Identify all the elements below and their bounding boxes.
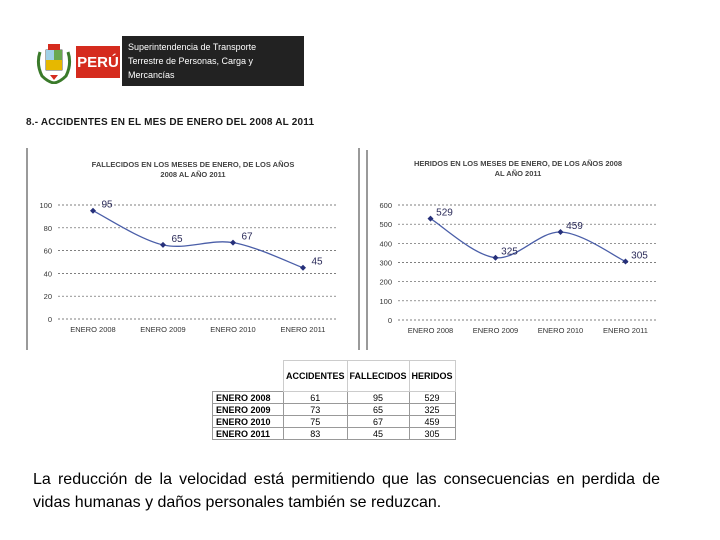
fallecidos-chart-panel	[26, 148, 360, 350]
heridos-data-label: 325	[501, 246, 518, 258]
fallecidos-data-label: 45	[311, 256, 323, 268]
fallecidos-data-label: 65	[171, 233, 183, 245]
heridos-data-point	[558, 229, 564, 235]
table-row	[213, 428, 456, 440]
body-paragraph: La reducción de la velocidad está permitiendo que las consecuencias en perdida de vidas humanas y daños personales también se reduzcan.	[33, 471, 660, 511]
heridos-chart-title-line-2: AL AÑO 2011	[494, 169, 542, 178]
col-fallecidos: FALLECIDOS	[347, 361, 409, 392]
accidentes-cell: 73	[284, 404, 348, 416]
heridos-y-tick-label: 500	[379, 220, 392, 230]
fallecidos-chart-title-line-1: FALLECIDOS EN LOS MESES DE ENERO, DE LOS AÑOS	[91, 160, 295, 169]
fallecidos-cell: 67	[347, 416, 409, 428]
heridos-data-label: 305	[631, 250, 648, 262]
coat-of-arms-icon	[34, 42, 74, 84]
fallecidos-x-tick-label: ENERO 2009	[140, 325, 186, 334]
fallecidos-cell: 95	[347, 392, 409, 404]
logo-block	[30, 40, 120, 86]
heridos-y-tick-label: 600	[379, 201, 392, 210]
heridos-cell: 529	[409, 392, 455, 404]
summary-table	[212, 360, 456, 440]
heridos-data-point	[623, 259, 629, 265]
heridos-data-point	[493, 255, 499, 261]
table-row	[213, 392, 456, 404]
fallecidos-y-tick-label: 40	[43, 269, 52, 279]
fallecidos-y-tick-label: 60	[43, 246, 52, 256]
heridos-y-tick-label: 100	[379, 296, 392, 306]
heridos-x-tick-label: ENERO 2008	[407, 326, 454, 335]
fallecidos-x-tick-label: ENERO 2008	[70, 325, 116, 334]
fallecidos-y-tick-label: 80	[43, 223, 52, 233]
heridos-x-tick-label: ENERO 2011	[603, 326, 648, 335]
accidentes-cell: 61	[284, 392, 348, 404]
fallecidos-y-tick-label: 0	[47, 315, 52, 324]
heridos-data-label: 529	[436, 207, 453, 219]
table-header-row	[213, 361, 456, 392]
fallecidos-data-point	[230, 240, 236, 246]
fallecidos-cell: 65	[347, 404, 409, 416]
fallecidos-data-label: 95	[101, 199, 113, 211]
heridos-cell: 459	[409, 416, 455, 428]
agency-line-2: Terrestre de Personas, Carga y	[128, 56, 254, 66]
heridos-y-tick-label: 300	[379, 258, 392, 268]
row-label: ENERO 2010	[213, 416, 284, 428]
heridos-x-tick-label: ENERO 2010	[537, 326, 584, 335]
heridos-series-line	[431, 219, 626, 262]
fallecidos-chart	[28, 148, 358, 350]
fallecidos-y-tick-label: 100	[39, 201, 52, 210]
col-heridos: HERIDOS	[409, 361, 455, 392]
accidentes-cell: 75	[284, 416, 348, 428]
table-row	[213, 404, 456, 416]
fallecidos-data-point	[90, 208, 96, 214]
heridos-y-tick-label: 400	[379, 239, 392, 249]
fallecidos-data-label: 67	[241, 231, 253, 243]
accidentes-cell: 83	[284, 428, 348, 440]
heridos-data-label: 459	[566, 221, 583, 233]
fallecidos-x-tick-label: ENERO 2011	[280, 325, 326, 334]
heridos-chart	[368, 150, 678, 350]
heridos-y-tick-label: 200	[379, 277, 392, 287]
heridos-cell: 325	[409, 404, 455, 416]
fallecidos-data-point	[160, 242, 166, 248]
fallecidos-y-tick-label: 20	[43, 292, 52, 302]
heridos-x-tick-label: ENERO 2009	[472, 326, 519, 335]
section-title: 8.- ACCIDENTES EN EL MES DE ENERO DEL 2008 AL 2011	[26, 117, 315, 128]
fallecidos-chart-title-line-2: 2008 AL AÑO 2011	[160, 170, 226, 179]
heridos-cell: 305	[409, 428, 455, 440]
country-label: PERÚ	[76, 46, 120, 78]
row-label: ENERO 2011	[213, 428, 284, 440]
heridos-chart-title-line-1: HERIDOS EN LOS MESES DE ENERO, DE LOS AÑOS 2008	[413, 159, 623, 168]
agency-line-3: Mercancías	[128, 70, 175, 80]
table-row	[213, 416, 456, 428]
col-accidentes: ACCIDENTES	[284, 361, 348, 392]
agency-name	[122, 36, 304, 86]
heridos-chart-panel	[366, 150, 678, 350]
table-corner	[213, 361, 284, 392]
fallecidos-x-tick-label: ENERO 2010	[210, 325, 256, 334]
heridos-y-tick-label: 0	[387, 316, 392, 325]
row-label: ENERO 2009	[213, 404, 284, 416]
fallecidos-cell: 45	[347, 428, 409, 440]
fallecidos-data-point	[300, 265, 306, 271]
agency-line-1: Superintendencia de Transporte	[128, 42, 257, 52]
row-label: ENERO 2008	[213, 392, 284, 404]
fallecidos-series-line	[93, 211, 303, 268]
